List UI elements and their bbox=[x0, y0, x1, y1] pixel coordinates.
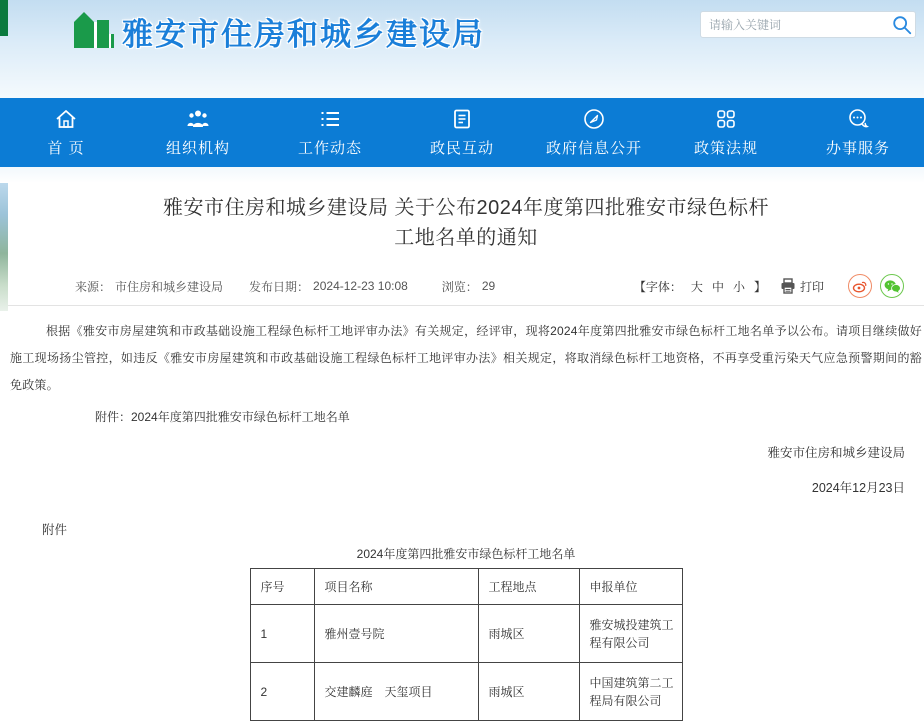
list-icon bbox=[318, 107, 342, 131]
table-row bbox=[250, 605, 682, 663]
table-cell: 2 bbox=[250, 663, 314, 721]
nav-item-services[interactable] bbox=[792, 98, 924, 167]
appendix-table-title: 2024年度第四批雅安市绿色标杆工地名单 bbox=[356, 547, 576, 561]
article-body-paragraph: 根据《雅安市房屋建筑和市政基础设施工程绿色标杆工地评审办法》有关规定，经评审，现将2024年度第四批雅安市绿色标杆工地名单予以公布。请项目继续做好施工现场扬尘管控，如违反《雅安市房屋建筑和市政基础设施工程绿色标杆工地评审办法》相关规定，将取消绿色标杆工地资格，不再享受重污染天气应急预警期间的豁免政策。 bbox=[10, 324, 922, 392]
views-label: 浏览： bbox=[441, 279, 478, 294]
table-header-cell: 申报单位 bbox=[579, 569, 682, 605]
nav-item-gov-info[interactable] bbox=[528, 98, 660, 167]
share-weibo-button[interactable] bbox=[848, 274, 872, 298]
signature-block bbox=[8, 443, 924, 496]
source-label: 来源： bbox=[75, 279, 112, 294]
compass-icon bbox=[582, 107, 606, 131]
nav-label: 办事服务 bbox=[825, 140, 890, 157]
views-value: 29 bbox=[481, 279, 496, 293]
nav-label: 工作动态 bbox=[297, 140, 362, 157]
font-size-control bbox=[634, 278, 766, 295]
site-header bbox=[0, 0, 924, 98]
font-size-small-button[interactable]: 小 bbox=[732, 279, 745, 294]
search-box bbox=[700, 11, 916, 38]
publish-date-value: 2024-12-23 10:08 bbox=[313, 279, 408, 293]
table-cell: 交建麟庭 天玺项目 bbox=[314, 663, 478, 721]
nav-label: 政策法规 bbox=[693, 140, 758, 157]
table-row bbox=[250, 663, 682, 721]
wechat-icon bbox=[884, 279, 901, 294]
meta-divider bbox=[8, 305, 924, 306]
site-logo-icon bbox=[72, 8, 116, 50]
table-cell: 雨城区 bbox=[478, 605, 579, 663]
print-button[interactable] bbox=[780, 278, 824, 295]
nav-item-organization[interactable] bbox=[132, 98, 264, 167]
signature-date: 2024年12月23日 bbox=[811, 481, 905, 495]
weibo-icon bbox=[852, 278, 868, 294]
table-cell: 雅州壹号院 bbox=[314, 605, 478, 663]
table-cell: 1 bbox=[250, 605, 314, 663]
table-cell: 雨城区 bbox=[478, 663, 579, 721]
appendix-label: 附件 bbox=[42, 523, 68, 537]
table-header-cell: 工程地点 bbox=[478, 569, 579, 605]
table-header-cell: 序号 bbox=[250, 569, 314, 605]
font-size-large-button[interactable]: 大 bbox=[690, 279, 703, 294]
document-icon bbox=[450, 107, 474, 131]
attachment-line: 附件：2024年度第四批雅安市绿色标杆工地名单 bbox=[95, 410, 350, 424]
nav-label: 政民互动 bbox=[429, 140, 494, 157]
people-icon bbox=[186, 107, 210, 131]
signature-org: 雅安市住房和城乡建设局 bbox=[767, 446, 905, 460]
article-title: 雅安市住房和城乡建设局 关于公布2024年度第四批雅安市绿色标杆工地名单的通知 bbox=[162, 197, 770, 249]
site-title: 雅安市住房和城乡建设局 bbox=[122, 17, 485, 52]
table-cell: 雅安城投建筑工程有限公司 bbox=[579, 605, 682, 663]
nav-item-home[interactable] bbox=[0, 98, 132, 167]
publish-date-label: 发布日期： bbox=[249, 279, 310, 294]
search-input[interactable] bbox=[701, 12, 891, 37]
font-label-open: 【字体： bbox=[633, 279, 682, 294]
nav-item-interaction[interactable] bbox=[396, 98, 528, 167]
main-nav bbox=[0, 98, 924, 167]
nav-label: 组织机构 bbox=[165, 140, 230, 157]
table-cell: 中国建筑第二工程局有限公司 bbox=[579, 663, 682, 721]
nav-label: 首 页 bbox=[47, 140, 85, 157]
font-size-medium-button[interactable]: 中 bbox=[711, 279, 724, 294]
share-wechat-button[interactable] bbox=[880, 274, 904, 298]
nav-item-policies[interactable] bbox=[660, 98, 792, 167]
grid-icon bbox=[714, 107, 738, 131]
source-value: 市住房和城乡建设局 bbox=[115, 279, 224, 294]
table-header-row bbox=[250, 569, 682, 605]
nav-bottom-strip bbox=[0, 167, 924, 183]
print-label: 打印 bbox=[799, 279, 824, 294]
font-label-close: 】 bbox=[753, 279, 766, 294]
article-panel bbox=[8, 183, 924, 708]
corner-accent-bar bbox=[0, 0, 8, 36]
printer-icon bbox=[780, 278, 796, 294]
table-header-cell: 项目名称 bbox=[314, 569, 478, 605]
article-meta-row bbox=[8, 275, 924, 297]
search-icon[interactable] bbox=[891, 14, 913, 36]
green-site-table bbox=[250, 568, 683, 721]
nav-label: 政府信息公开 bbox=[545, 140, 642, 157]
home-icon bbox=[54, 107, 78, 131]
nav-item-work-news[interactable] bbox=[264, 98, 396, 167]
background-photo-sliver bbox=[0, 183, 8, 311]
chat-icon bbox=[846, 107, 870, 131]
